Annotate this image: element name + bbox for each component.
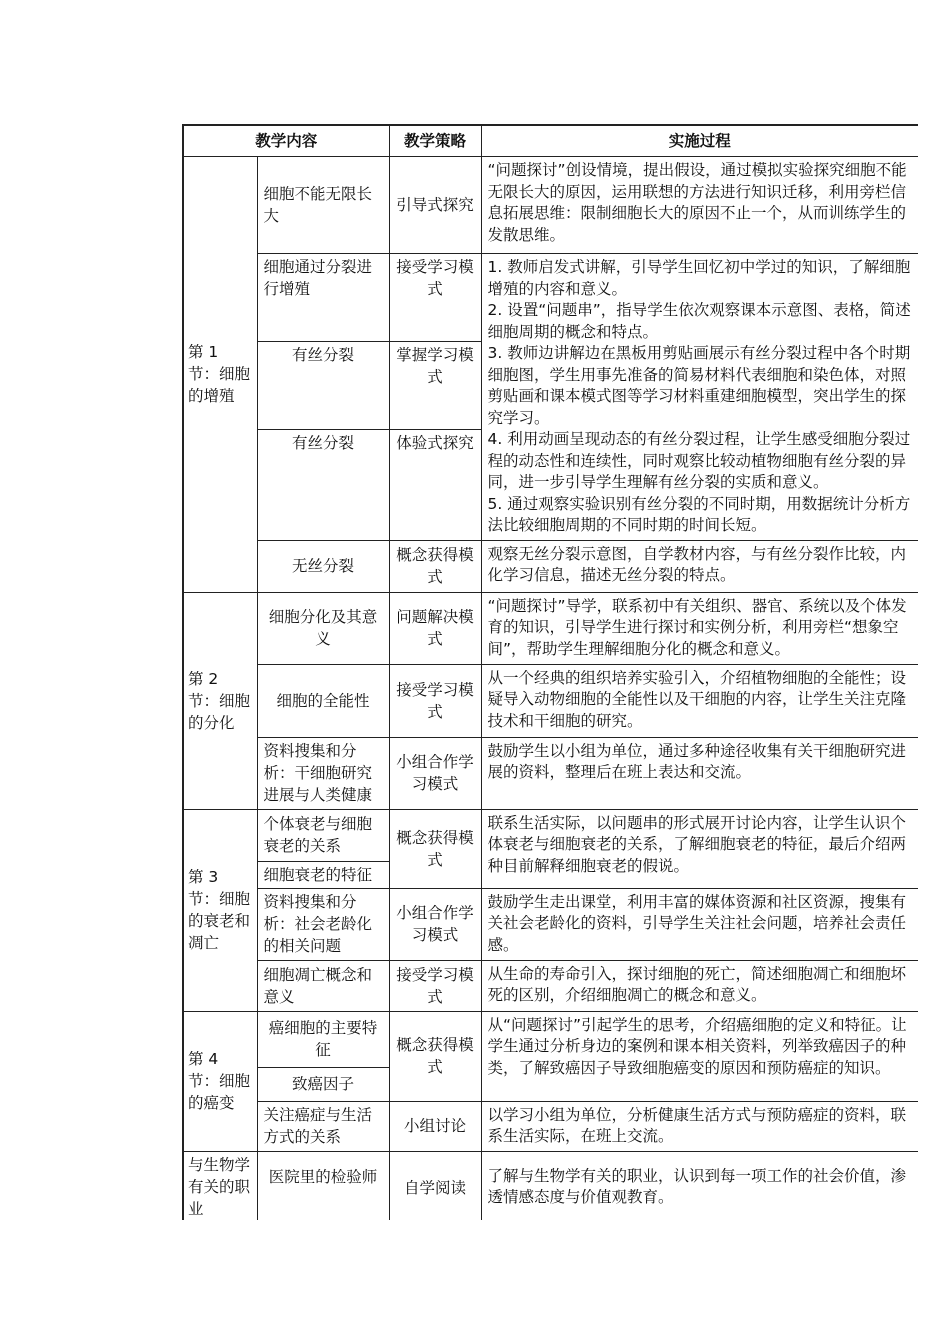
process-step: 5. 通过观察实验识别有丝分裂的不同时期，用数据统计分析方法比较细胞周期的不同时期的时间长短。: [487, 494, 911, 534]
table-row: [183, 592, 918, 664]
strategy-cell: 体验式探究: [389, 430, 481, 540]
topic-cell: 致癌因子: [257, 1067, 389, 1101]
strategy-cell: 接受学习模式: [389, 960, 481, 1011]
section-title: 与生物学有关的职业: [183, 1151, 257, 1220]
strategy-cell: 概念获得模式: [389, 1011, 481, 1101]
process-cell: [481, 1151, 918, 1220]
section-title: 第 3 节：细胞的衰老和凋亡: [183, 809, 257, 1011]
process-cell: [481, 540, 918, 592]
topic-cell: 无丝分裂: [257, 540, 389, 592]
strategy-cell: 小组合作学习模式: [389, 888, 481, 960]
strategy-cell: 小组讨论: [389, 1101, 481, 1151]
strategy-cell: 引导式探究: [389, 157, 481, 254]
process-text: 鼓励学生走出课堂，利用丰富的媒体资源和社区资源，搜集有关社会老龄化的资料，引导学生关注社会问题，培养社会责任感。: [487, 892, 907, 954]
strategy-cell: 掌握学习模式: [389, 342, 481, 430]
strategy-cell: 概念获得模式: [389, 809, 481, 888]
process-step: 3. 教师边讲解边在黑板用剪贴画展示有丝分裂过程中各个时期细胞图，学生用事先准备的简易材料代表细胞和染色体，对照剪贴画和课本模式图等学习材料重建细胞模型，突出学生的探究学习。: [487, 344, 911, 427]
table-row: [183, 540, 918, 592]
process-text: “问题探讨”创设情境，提出假设，通过模拟实验探究细胞不能无限长大的原因，运用联想的方法进行知识迁移，利用旁栏信息拓展思维：限制细胞长大的原因不止一个，从而训练学生的发散思维。: [487, 161, 907, 244]
section-title: 第 1 节：细胞的增殖: [183, 157, 257, 593]
process-cell: [481, 592, 918, 664]
process-text: 从“问题探讨”引起学生的思考，介绍癌细胞的定义和特征。让学生通过分析身边的案例和课本相关资料，列举致癌因子的种类，了解致癌因子导致细胞癌变的原因和预防癌症的知识。: [487, 1015, 907, 1077]
topic-cell: 有丝分裂: [257, 430, 389, 540]
header-process: 实施过程: [481, 125, 918, 157]
process-text: 鼓励学生以小组为单位，通过多种途径收集有关干细胞研究进展的资料，整理后在班上表达和交流。: [487, 741, 907, 781]
topic-cell: 细胞分化及其意义: [257, 592, 389, 664]
topic-cell: 细胞衰老的特征: [257, 861, 389, 888]
topic-cell: 医院里的检验师: [257, 1151, 389, 1220]
teaching-plan-table: [182, 124, 918, 1220]
topic-cell: 细胞通过分裂进行增殖: [257, 254, 389, 342]
process-text: 从生命的寿命引入，探讨细胞的死亡，简述细胞凋亡和细胞坏死的区别，介绍细胞凋亡的概念和意义。: [487, 964, 907, 1004]
strategy-cell: 自学阅读: [389, 1151, 481, 1220]
strategy-cell: 问题解决模式: [389, 592, 481, 664]
topic-cell: 资料搜集和分析：社会老龄化的相关问题: [257, 888, 389, 960]
process-step: 2. 设置“问题串”，指导学生依次观察课本示意图、表格，简述细胞周期的概念和特点。: [487, 301, 911, 341]
strategy-cell: 接受学习模式: [389, 664, 481, 737]
topic-cell: 细胞凋亡概念和意义: [257, 960, 389, 1011]
table-header-row: [183, 125, 918, 157]
process-text: 以学习小组为单位，分析健康生活方式与预防癌症的资料，联系生活实际，在班上交流。: [487, 1105, 907, 1145]
process-text: 观察无丝分裂示意图，自学教材内容，与有丝分裂作比较，内化学习信息，描述无丝分裂的特点。: [487, 544, 907, 584]
process-text: “问题探讨”导学，联系初中有关组织、器官、系统以及个体发育的知识，引导学生进行探讨和实例分析，利用旁栏“想象空间”，帮助学生理解细胞分化的概念和意义。: [487, 596, 907, 658]
process-text: 从一个经典的组织培养实验引入，介绍植物细胞的全能性；设疑导入动物细胞的全能性以及干细胞的内容，让学生关注克隆技术和干细胞的研究。: [487, 668, 907, 730]
process-cell: [481, 157, 918, 254]
topic-cell: 资料搜集和分析：干细胞研究进展与人类健康: [257, 737, 389, 809]
table-row: [183, 960, 918, 1011]
table-row: [183, 157, 918, 254]
topic-cell: 关注癌症与生活方式的关系: [257, 1101, 389, 1151]
table-row: [183, 1151, 918, 1220]
strategy-cell: 概念获得模式: [389, 540, 481, 592]
process-text: 联系生活实际，以问题串的形式展开讨论内容，让学生认识个体衰老与细胞衰老的关系，了解细胞衰老的特征，最后介绍两种目前解释细胞衰老的假说。: [487, 813, 907, 875]
topic-cell: 细胞不能无限长大: [257, 157, 389, 254]
table-row: [183, 1011, 918, 1067]
process-cell: [481, 809, 918, 888]
topic-cell: 细胞的全能性: [257, 664, 389, 737]
strategy-cell: 小组合作学习模式: [389, 737, 481, 809]
topic-cell: 个体衰老与细胞衰老的关系: [257, 809, 389, 861]
process-cell: [481, 737, 918, 809]
strategy-cell: 接受学习模式: [389, 254, 481, 342]
section-title: 第 4 节：细胞的癌变: [183, 1011, 257, 1151]
process-cell: [481, 664, 918, 737]
table-row: [183, 888, 918, 960]
process-cell: [481, 888, 918, 960]
table-row: [183, 1101, 918, 1151]
header-strategy: 教学策略: [389, 125, 481, 157]
process-cell: [481, 1101, 918, 1151]
topic-cell: 癌细胞的主要特征: [257, 1011, 389, 1067]
process-cell: [481, 254, 918, 541]
process-cell: [481, 1011, 918, 1101]
process-step: 4. 利用动画呈现动态的有丝分裂过程，让学生感受细胞分裂过程的动态性和连续性，同时观察比较动植物细胞有丝分裂的异同，进一步引导学生理解有丝分裂的实质和意义。: [487, 430, 911, 491]
lesson-plan-document: [182, 124, 918, 1220]
header-content: 教学内容: [183, 125, 389, 157]
process-text: 了解与生物学有关的职业，认识到每一项工作的社会价值，渗透情感态度与价值观教育。: [487, 1166, 907, 1206]
table-row: [183, 664, 918, 737]
process-cell: [481, 960, 918, 1011]
table-row: [183, 809, 918, 861]
table-row: [183, 737, 918, 809]
process-step: 1. 教师启发式讲解，引导学生回忆初中学过的知识，了解细胞增殖的内容和意义。: [487, 258, 911, 298]
table-row: [183, 254, 918, 342]
topic-cell: 有丝分裂: [257, 342, 389, 430]
section-title: 第 2 节：细胞的分化: [183, 592, 257, 809]
